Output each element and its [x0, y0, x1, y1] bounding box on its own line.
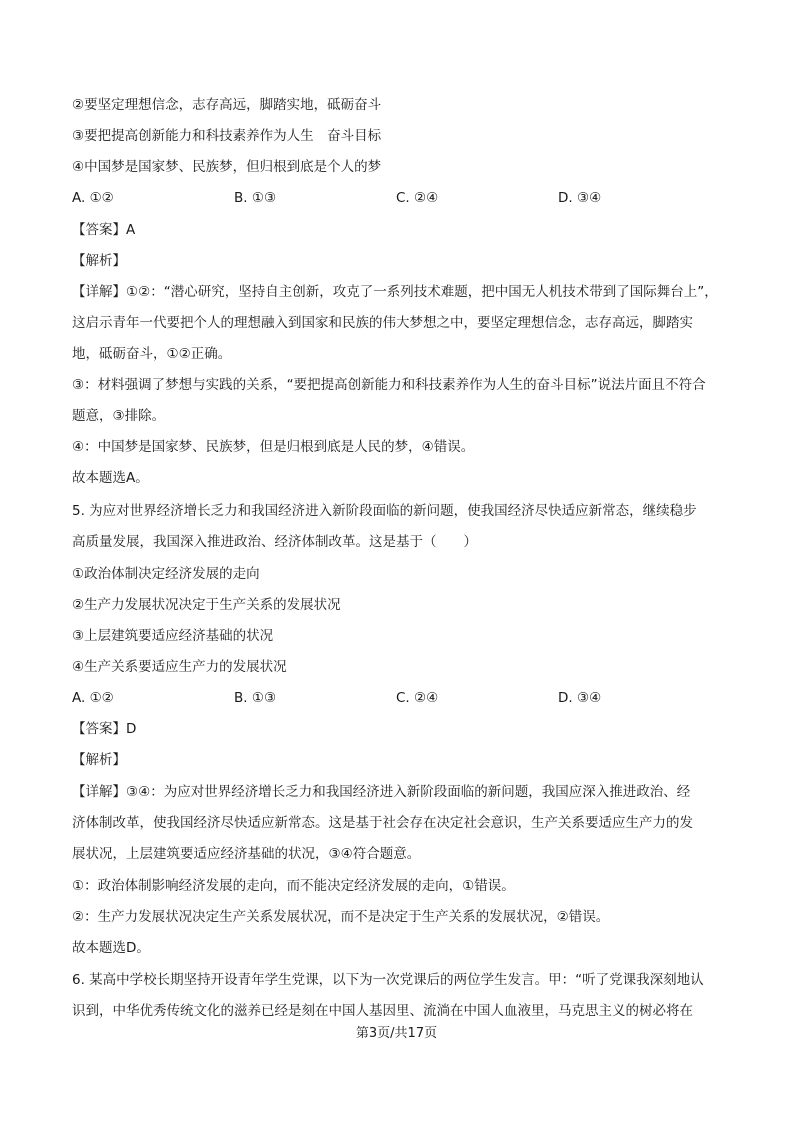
q4-conclusion: 故本题选A。 [72, 470, 149, 486]
q5-answer: 【答案】D [72, 721, 137, 737]
q5-question-line: 5. 为应对世界经济增长乏力和我国经济进入新阶段面临的新问题，使我国经济尽快适应新常态，继续稳步 [72, 503, 697, 519]
q4-option-c: C. ②④ [396, 190, 439, 206]
q5-statement-2: ②生产力发展状况决定于生产关系的发展状况 [72, 597, 341, 613]
q5-detail-line: ①：政治体制影响经济发展的走向，而不能决定经济发展的走向，①错误。 [72, 878, 515, 894]
q4-answer: 【答案】A [72, 222, 136, 238]
q5-detail-line: 济体制改革，使我国经济尽快适应新常态。这是基于社会存在决定社会意识，生产关系要适应生产力的发 [72, 815, 693, 831]
q5-statement-1: ①政治体制决定经济发展的走向 [72, 566, 260, 582]
q4-detail-line: 【详解】①②：“潜心研究，坚持自主创新，攻克了一系列技术难题，把中国无人机技术带到了国际舞台上”， [72, 284, 718, 300]
q4-option-b: B. ①③ [234, 190, 277, 206]
q4-statement-4: ④中国梦是国家梦、民族梦，但归根到底是个人的梦 [72, 159, 382, 175]
q6-question-line: 6. 某高中学校长期坚持开设青年学生党课，以下为一次党课后的两位学生发言。甲：“听了党课我深刻地认 [72, 972, 704, 988]
q4-detail-line: ④：中国梦是国家梦、民族梦，但是归根到底是人民的梦，④错误。 [72, 439, 475, 455]
q5-detail-line: 展状况，上层建筑要适应经济基础的状况，③④符合题意。 [72, 846, 421, 862]
q5-conclusion: 故本题选D。 [72, 940, 150, 956]
q4-detail-line: 地，砥砺奋斗，①②正确。 [72, 346, 232, 362]
q4-options [72, 188, 732, 208]
q4-option-a: A. ①② [72, 190, 114, 206]
q5-option-c: C. ②④ [396, 690, 439, 706]
q4-detail-line: 这启示青年一代要把个人的理想融入到国家和民族的伟大梦想之中，要坚定理想信念，志存高远，脚踏实 [72, 315, 693, 331]
q5-option-b: B. ①③ [234, 690, 277, 706]
q4-analysis-heading: 【解析】 [72, 253, 126, 269]
q5-analysis-heading: 【解析】 [72, 752, 126, 768]
q5-options [72, 688, 732, 708]
q5-statement-3: ③上层建筑要适应经济基础的状况 [72, 628, 274, 644]
q4-statement-2: ②要坚定理想信念，志存高远，脚踏实地，砥砺奋斗 [72, 97, 382, 113]
q5-option-d: D. ③④ [558, 690, 602, 706]
q5-detail-line: 【详解】③④：为应对世界经济增长乏力和我国经济进入新阶段面临的新问题，我国应深入推进政治、经 [72, 784, 691, 800]
q5-detail-line: ②：生产力发展状况决定生产关系发展状况，而不是决定于生产关系的发展状况，②错误。 [72, 909, 610, 925]
page-number-footer: 第3页/共17页 [355, 1026, 438, 1041]
q6-question-line: 识到，中华优秀传统文化的滋养已经是刻在中国人基因里、流淌在中国人血液里，马克思主义的树必将在 [72, 1003, 693, 1019]
q4-detail-line: 题意，③排除。 [72, 408, 166, 424]
q4-statement-3: ③要把提高创新能力和科技素养作为人生 奋斗目标 [72, 128, 382, 144]
q5-statement-4: ④生产关系要适应生产力的发展状况 [72, 659, 287, 675]
q5-option-a: A. ①② [72, 690, 114, 706]
q4-option-d: D. ③④ [558, 190, 602, 206]
q5-question-line: 高质量发展，我国深入推进政治、经济体制改革。这是基于（ ） [72, 534, 477, 550]
q4-detail-line: ③：材料强调了梦想与实践的关系，“要把提高创新能力和科技素养作为人生的奋斗目标”说法片面且不符合 [72, 377, 706, 393]
